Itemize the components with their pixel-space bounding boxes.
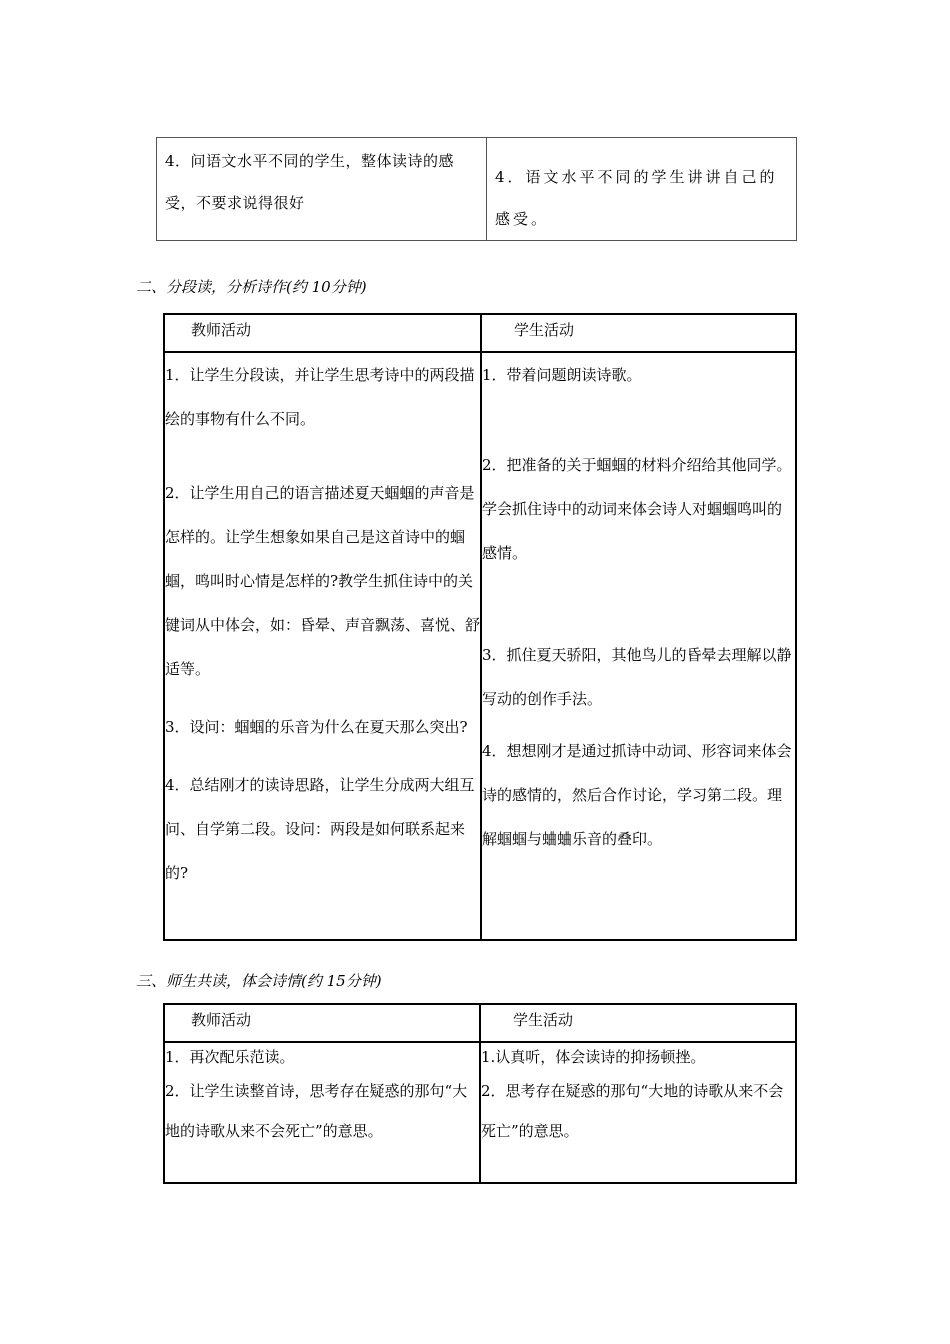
student-activity-item: 2．把准备的关于蝈蝈的材料介绍给其他同学。学会抓住诗中的动词来体会诗人对蝈蝈鸣叫的感情。 [482,456,792,562]
student-activity-cell [480,1042,796,1183]
activity-table-segment-reading [163,313,797,941]
student-activity-item: 4．语文水平不同的学生讲讲自己的感受。 [495,168,778,228]
table-header-row [164,1004,796,1042]
teacher-activity-cell [157,138,487,241]
teacher-activity-item: 4．问语文水平不同的学生，整体读诗的感受，不要求说得很好 [165,152,455,212]
student-activity-item: 1.认真听，体会读诗的抑扬顿挫。 [481,1048,706,1066]
teacher-activity-item: 2．让学生读整首诗，思考存在疑惑的那句“大地的诗歌从来不会死亡”的意思。 [165,1082,468,1140]
teacher-activity-item: 4．总结刚才的读诗思路，让学生分成两大组互问、自学第二段。设问：两段是如何联系起来的? [165,776,475,882]
table-row [164,352,796,940]
section-title-segment-reading: 二、分段读，分析诗作(约 10分钟) [136,278,367,296]
student-activity-item: 3．抓住夏天骄阳，其他鸟儿的昏晕去理解以静写动的创作手法。 [482,646,792,708]
student-activity-cell [481,352,796,940]
student-activity-cell [487,138,797,241]
header-label: 教师活动 [191,1011,252,1029]
teacher-activity-item: 3．设问：蝈蝈的乐音为什么在夏天那么突出? [165,718,468,736]
teacher-activity-cell [164,352,481,940]
teacher-activity-item: 1．让学生分段读，并让学生思考诗中的两段描绘的事物有什么不同。 [165,366,475,428]
header-label: 教师活动 [191,321,252,339]
student-activity-item: 4．想想刚才是通过抓诗中动词、形容词来体会诗的感情的，然后合作讨论，学习第二段。理解蝈蝈与蛐蛐乐音的叠印。 [482,742,792,848]
activity-table-continuation [156,137,797,241]
activity-table-shared-reading [163,1003,797,1184]
student-activity-item: 1．带着问题朗读诗歌。 [482,366,642,384]
student-activity-item: 2．思考存在疑惑的那句“大地的诗歌从来不会死亡”的意思。 [481,1082,784,1140]
teacher-activity-cell [164,1042,480,1183]
header-label: 学生活动 [513,1011,574,1029]
header-student-activity [481,314,796,352]
header-student-activity [480,1004,796,1042]
teacher-activity-item: 2．让学生用自己的语言描述夏天蝈蝈的声音是怎样的。让学生想象如果自己是这首诗中的蝈蝈，鸣叫时心情是怎样的?教学生抓住诗中的关键词从中体会，如：昏晕、声音飘荡、喜悦、舒适等。 [165,484,481,678]
table-header-row [164,314,796,352]
teacher-activity-item: 1．再次配乐范读。 [165,1048,295,1066]
header-teacher-activity [164,1004,480,1042]
header-label: 学生活动 [514,321,575,339]
section-title-shared-reading: 三、师生共读，体会诗情(约 15分钟) [136,972,382,990]
header-teacher-activity [164,314,481,352]
table-row [164,1042,796,1183]
